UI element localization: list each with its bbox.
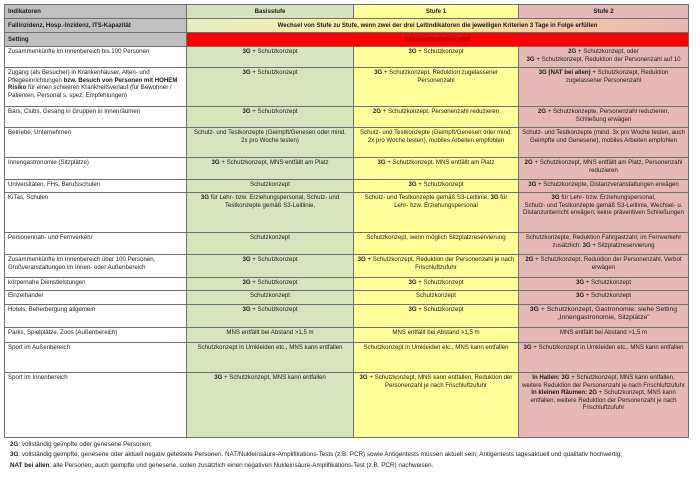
indicator-cell: Parks, Spielplätze, Zoos (Außenbereich) [5,328,187,343]
fallinzidenz-text: Wechsel von Stufe zu Stufe, wenn zwei der drei Leitindikatoren die jeweiligen Kriterien 3 Tage in Folge erfüllen [187,19,689,33]
stufe-2-cell: 3G + Schutzkonzepte, Distanzveranstaltungen erwägen [519,180,689,193]
header-basisstufe: Basisstufe [187,5,354,19]
stufe-1-cell: 3G + Schutzkonzept [354,180,519,193]
fallinzidenz-label: Fallinzidenz, Hosp.-Inzidenz, ITS-Kapazität [5,19,187,33]
basisstufe-cell: 3G + Schutzkonzept [187,305,354,328]
table-row [5,328,689,343]
indicator-cell: Bars, Clubs, Gesang in Gruppen in Innenräumen [5,107,187,128]
table-row [5,291,689,305]
indicator-cell: Zugang (als Besucher) in Krankenhäuser, Alten- und Pflegeeinrichtungen bzw. Besuch von Personen mit HOHEM Risiko für einen schweren Krankheitsverlauf (für Bewohner / Patienten, Personal s. spez. Empfehlungen) [5,68,187,107]
indicator-cell: Innengastronomie (Sitzplätze) [5,158,187,180]
setting-row [5,33,689,47]
stufe-1-cell: MNS entfällt bei Abstand >1,5 m [354,328,519,343]
note-term: NAT bei allen [10,461,50,469]
basisstufe-cell: 3G + Schutzkonzept, MNS entfällt am Platz [187,158,354,180]
stufe-1-cell: Schutzkonzept [354,291,519,305]
indicator-cell: Betriebe, Unternehmen [5,128,187,158]
stufe-2-cell: 2G + Schutzkonzept, oder 3G + Schutzkonzept, Reduktion der Personenzahl auf 10 [519,47,689,68]
basisstufe-cell: Schutzkonzept [187,291,354,305]
table-row [5,158,689,180]
stufe-2-cell: 3G (NAT bei allen) + Schutzkonzept, Reduktion zugelassener Personenzahl [519,68,689,107]
table-row [5,343,689,373]
basisstufe-cell: 3G + Schutzkonzept, MNS kann entfallen [187,373,354,438]
header-row [5,5,689,19]
stufe-1-cell: Schutz- und Testkonzepte (Geimpft/Genesen oder mind. 2x pro Woche testen), mobiles Arbeiten empfohlen [354,128,519,158]
indicator-cell: Hotels, Beherbergung allgemein [5,305,187,328]
stufe-2-cell: Schutzkonzepte, Reduktion Fahrgastzahl; im Fernverkehr zusätzlich: 3G + Sitzplatzreservierung [519,233,689,255]
note-3g [10,450,690,460]
table-row [5,255,689,278]
note-term: 3G [10,451,19,459]
stufe-1-cell: 3G + Schutzkonzept [354,305,519,328]
stufe-1-cell: 3G + Schutzkonzept, MNS entfällt am Platz [354,158,519,180]
stufe-1-cell: 3G + Schutzkonzept, MNS kann entfallen, Reduktion der Personenzahl je nach Frischluftzufuhr [354,373,519,438]
indicator-cell: KiTas, Schulen [5,193,187,233]
table-row [5,305,689,328]
stufe-2-cell: 3G für Lehr- bzw. Erziehungspersonal, Schutz- und Testkonzepte gemäß S3-Leitlinie, Wechsel- u. Distanzunterricht erwägen; keine präventiven Schließungen [519,193,689,233]
basisstufe-cell: Schutzkonzept [187,233,354,255]
stufe-2-cell: 2G + Schutzkonzept, Reduktion der Personenzahl, Verbot erwägen [519,255,689,278]
basisstufe-cell: Schutz- und Testkonzepte (Geimpft/Genesen oder mind. 2x pro Woche testen) [187,128,354,158]
basisstufe-cell: Schutzkonzept [187,180,354,193]
stufe-1-cell: 3G + Schutzkonzept, Reduktion der Personenzahl je nach Frischluftzufuhr [354,255,519,278]
stufe-2-cell: In Hallen: 3G + Schutzkonzept, MNS kann entfallen, weitere Reduktion der Personenzahl je nach Frischluftzufuhr In kleinen Räumen: 2G + Schutzkonzept, MNS kann entfallen, weitere Reduktion der Personenzahl je nach Frischluftzufuhr [519,373,689,438]
footnotes [10,440,690,471]
setting-label: Setting [5,33,187,47]
table-row [5,193,689,233]
stufe-1-cell: Schutz- und Testkonzepte gemäß S3-Leitlinie, 3G für Lehr- bzw. Erziehungspersonal [354,193,519,233]
stufe-2-cell: MNS entfällt bei Abstand >1,5 m [519,328,689,343]
measures-table [4,4,689,438]
stufe-1-cell: Schutzkonzept in Umkleiden etc., MNS kann entfallen [354,343,519,373]
table-row [5,68,689,107]
stufe-1-cell: 3G + Schutzkonzept [354,278,519,291]
basisstufe-cell: 3G + Schutzkonzept [187,68,354,107]
stufe-2-cell: 2G + Schutzkonzepte, Personenzahl reduzieren, Schließung erwägen [519,107,689,128]
basisstufe-cell: 3G + Schutzkonzept [187,47,354,68]
note-text: : vollständig geimpfte oder genesene Personen; [18,441,152,448]
header-stufe-1: Stufe 1 [354,5,519,19]
note-2g [10,440,690,450]
table-row [5,278,689,291]
stufe-2-cell: 3G + Schutzkonzept in Umkleiden etc., MNS kann entfallen [519,343,689,373]
header-stufe-2: Stufe 2 [519,5,689,19]
basisstufe-cell: MNS entfällt bei Abstand >1,5 m [187,328,354,343]
fallinzidenz-row [5,19,689,33]
note-text: : vollständig geimpfte, genesene oder aktuell negativ getestete Personen. NAT/Nukleinsäure-Amplifikations-Tests (z.B. PCR) sowie Antigentests müssen aktuell sein; Antigentests tagesaktuell und qualitativ hochwertig; [18,451,623,459]
stufe-2-cell: Schutz- und Testkonzepte (mind. 3x pro Woche testen, auch Geimpfte und Genesene), mobiles Arbeiten empfohlen [519,128,689,158]
table-row [5,180,689,193]
indicator-cell: Zusammenkünfte im Innenbereich über 100 Personen, Großveranstaltungen im Innen- oder Außenbereich [5,255,187,278]
stufe-2-cell: 3G + Schutzkonzept [519,291,689,305]
basisstufe-cell: 3G für Lehr- bzw. Erziehungspersonal, Schutz- und Testkonzepte gemäß S3-Leitlinie, [187,193,354,233]
stufe-2-cell: 2G + Schutzkonzept, MNS entfällt am Platz, Personenzahl reduzieren [519,158,689,180]
stufe-2-cell: 3G + Schutzkonzept [519,278,689,291]
table-row [5,107,689,128]
basisstufe-cell: 3G + Schutzkonzept [187,255,354,278]
note-nat [10,461,690,471]
indicator-cell: Personennah- und Fernverkehr [5,233,187,255]
stufe-1-cell: 3G + Schutzkonzept, Reduktion zugelassener Personenzahl [354,68,519,107]
stufe-1-cell: Schutzkonzept, wenn möglich Sitzplatzreservierung [354,233,519,255]
indicator-cell: körpernahe Dienstleistungen [5,278,187,291]
note-text: : alle Personen, auch geimpfte und genesene, sollen zusätzlich einen negativen Nukleinsäure-Amplifikations-Test (z.B. PCR) nachweisen. [49,461,434,469]
basisstufe-cell: 3G + Schutzkonzept [187,278,354,291]
indicator-cell: Zusammenkünfte im Innenbereich bis 100 Personen [5,47,187,68]
table-row [5,373,689,438]
indicator-cell: Sport im Außenbereich [5,343,187,373]
note-term: 2G [10,441,19,448]
indicator-cell: Sport im Innenbereich [5,373,187,438]
indicator-cell: Einzelhandel [5,291,187,305]
basisstufe-cell: Schutzkonzept in Umkleiden etc., MNS kann entfallen [187,343,354,373]
table-row [5,47,689,68]
table-row [5,233,689,255]
stufe-1-cell: 2G + Schutzkonzept, Personenzahl reduzieren [354,107,519,128]
stufe-1-cell: 3G + Schutzkonzept [354,47,519,68]
stufe-2-cell: 3G + Schutzkonzept, Gastronomie: siehe Setting „Innengastronomie, Sitzplätze" [519,305,689,328]
indicator-cell: Universitäten, FHs, Berufsschulen [5,180,187,193]
table-row [5,128,689,158]
basismassnahmen-banner: Basismaßnahmen plus [187,33,689,47]
basisstufe-cell: 3G + Schutzkonzept [187,107,354,128]
header-indicators: Indikatoren [5,5,187,19]
